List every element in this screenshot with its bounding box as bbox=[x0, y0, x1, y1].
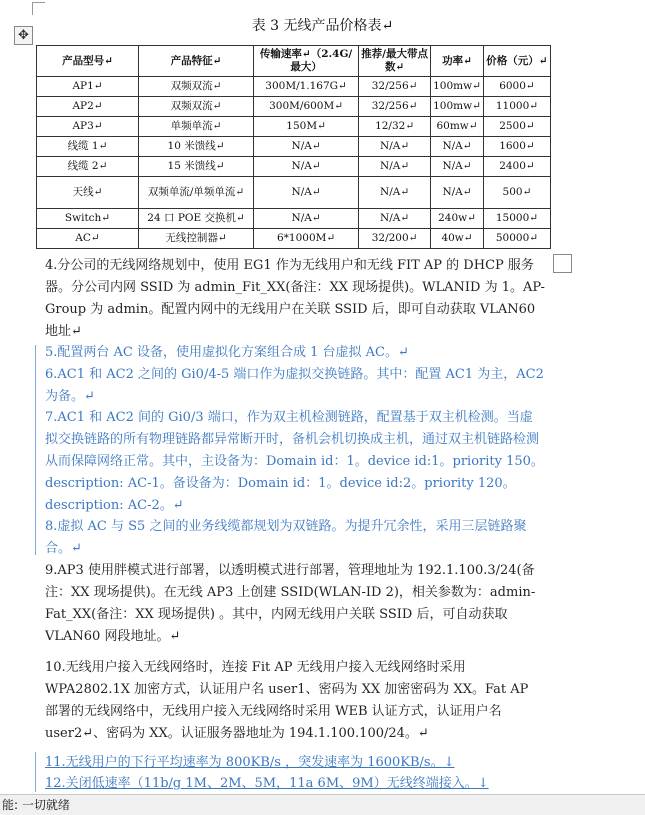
cell: N/A↵ bbox=[359, 157, 431, 177]
cell: 24 口 POE 交换机↵ bbox=[139, 209, 254, 229]
cell: 2400↵ bbox=[483, 157, 550, 177]
cell: N/A↵ bbox=[359, 177, 431, 209]
margin-box bbox=[553, 254, 572, 273]
cell: 天线↵ bbox=[37, 177, 139, 209]
table-caption: 表 3 无线产品价格表↵ bbox=[251, 18, 394, 34]
paragraph-11[interactable]: 11.无线用户的下行平均速率为 800KB/s ，突发速率为 1600KB/s。↓ bbox=[45, 755, 455, 770]
revision-bar bbox=[35, 752, 36, 792]
cell: 双频双流↵ bbox=[139, 97, 254, 117]
cell: AP1↵ bbox=[37, 77, 139, 97]
revision-bar bbox=[35, 345, 36, 555]
cell: AC↵ bbox=[37, 229, 139, 249]
cell: 300M/600M↵ bbox=[254, 97, 359, 117]
cell: N/A↵ bbox=[254, 137, 359, 157]
cell: N/A↵ bbox=[431, 157, 484, 177]
table-row bbox=[37, 157, 551, 177]
cell: 无线控制器↵ bbox=[139, 229, 254, 249]
table-row bbox=[37, 77, 551, 97]
cell: N/A↵ bbox=[359, 137, 431, 157]
cell: 6*1000M↵ bbox=[254, 229, 359, 249]
cell: N/A↵ bbox=[254, 209, 359, 229]
cell: 15000↵ bbox=[483, 209, 550, 229]
header-price: 价格（元）↵ bbox=[483, 46, 550, 77]
cell: 32/200↵ bbox=[359, 229, 431, 249]
table-move-handle-icon[interactable]: ✥ bbox=[14, 26, 33, 45]
header-rate: 传输速率↵（2.4G/最大） bbox=[254, 46, 359, 77]
cell: N/A↵ bbox=[254, 177, 359, 209]
cell: 15 米馈线↵ bbox=[139, 157, 254, 177]
cell: 双频单流/单频单流↵ bbox=[139, 177, 254, 209]
status-bar: 能: 一切就绪 bbox=[0, 794, 645, 815]
cell: 12/32↵ bbox=[359, 117, 431, 137]
cell: 300M/1.167G↵ bbox=[254, 77, 359, 97]
cell: 60mw↵ bbox=[431, 117, 484, 137]
table-row bbox=[37, 117, 551, 137]
paragraph-9[interactable]: 9.AP3 使用胖模式进行部署，以透明模式进行部署，管理地址为 192.1.100.3/24(备注：XX 现场提供)。在无线 AP3 上创建 SSID(WLAN-ID 2)，相关参数为：admin-Fat_XX(备注：XX 现场提供) 。其中，内网无线用户关联 SSID 后，可自动获取 VLAN60 网段地址。↵ bbox=[45, 563, 536, 644]
header-feature: 产品特征↵ bbox=[139, 46, 254, 77]
table-header-row bbox=[37, 46, 551, 77]
cell: N/A↵ bbox=[431, 137, 484, 157]
cell: 2500↵ bbox=[483, 117, 550, 137]
table-row bbox=[37, 229, 551, 249]
cell: Switch↵ bbox=[37, 209, 139, 229]
cell: N/A↵ bbox=[254, 157, 359, 177]
cell: 线缆 1↵ bbox=[37, 137, 139, 157]
price-table bbox=[36, 45, 551, 249]
cell: 11000↵ bbox=[483, 97, 550, 117]
cell: 6000↵ bbox=[483, 77, 550, 97]
header-power: 功率↵ bbox=[431, 46, 484, 77]
cell: N/A↵ bbox=[359, 209, 431, 229]
paragraph-12[interactable]: 12.关闭低速率（11b/g 1M、2M、5M，11a 6M、9M）无线终端接入。↓ bbox=[45, 776, 489, 791]
cell: 40w↵ bbox=[431, 229, 484, 249]
cell: 双频双流↵ bbox=[139, 77, 254, 97]
cell: AP3↵ bbox=[37, 117, 139, 137]
table-row bbox=[37, 137, 551, 157]
paragraph-6[interactable]: 6.AC1 和 AC2 之间的 Gi0/4-5 端口作为虚拟交换链路。其中：配置 AC1 为主，AC2 为备。↵ bbox=[45, 367, 544, 404]
cell: 100mw↵ bbox=[431, 97, 484, 117]
cell: 240w↵ bbox=[431, 209, 484, 229]
cell: 1600↵ bbox=[483, 137, 550, 157]
cell: 32/256↵ bbox=[359, 77, 431, 97]
cell: 500↵ bbox=[483, 177, 550, 209]
cell: 50000↵ bbox=[483, 229, 550, 249]
cell: 单频单流↵ bbox=[139, 117, 254, 137]
paragraph-5[interactable]: 5.配置两台 AC 设备，使用虚拟化方案组合成 1 台虚拟 AC。↵ bbox=[45, 345, 409, 360]
cell: N/A↵ bbox=[431, 177, 484, 209]
table-row bbox=[37, 97, 551, 117]
header-model: 产品型号↵ bbox=[37, 46, 139, 77]
paragraph-8[interactable]: 8.虚拟 AC 与 S5 之间的业务线缆都规划为双链路。为提升冗余性，采用三层链路聚合。↵ bbox=[45, 519, 527, 556]
cell: 150M↵ bbox=[254, 117, 359, 137]
cell: 线缆 2↵ bbox=[37, 157, 139, 177]
cell: 10 米馈线↵ bbox=[139, 137, 254, 157]
table-row bbox=[37, 177, 551, 209]
cell: AP2↵ bbox=[37, 97, 139, 117]
page-corner-mark bbox=[32, 2, 45, 15]
paragraph-7[interactable]: 7.AC1 和 AC2 间的 Gi0/3 端口，作为双主机检测链路，配置基于双主机检测。当虚拟交换链路的所有物理链路都异常断开时，备机会机切换成主机，通过双主机链路检测从而保障网络正常。其中，主设备为：Domain id：1。device id:1。priority 150。 description: AC-1。备设备为：Domain id：1。device id:2。priority 120。 description: AC-2。↵ bbox=[45, 410, 544, 513]
table-row bbox=[37, 209, 551, 229]
cell: 100mw↵ bbox=[431, 77, 484, 97]
paragraph-4[interactable]: 4.分公司的无线网络规划中，使用 EG1 作为无线用户和无线 FIT AP 的 DHCP 服务器。分公司内网 SSID 为 admin_Fit_XX(备注：XX 现场提供)。WLANID 为 1。AP-Group 为 admin。配置内网中的无线用户在关联 SSID 后，即可自动获取 VLAN60 地址↵ bbox=[45, 258, 545, 339]
paragraph-10[interactable]: 10.无线用户接入无线网络时，连接 Fit AP 无线用户接入无线网络时采用 WPA2802.1X 加密方式，认证用户名 user1、密码为 XX 加密密码为 XX。Fat AP 部署的无线网络中，无线用户接入无线网络时采用 WEB 认证方式，认证用户名 user2↵、密码为 XX。认证服务器地址为 194.1.100.100/24。↵ bbox=[45, 660, 529, 741]
cell: 32/256↵ bbox=[359, 97, 431, 117]
header-clients: 推荐/最大带点数↵ bbox=[359, 46, 431, 77]
